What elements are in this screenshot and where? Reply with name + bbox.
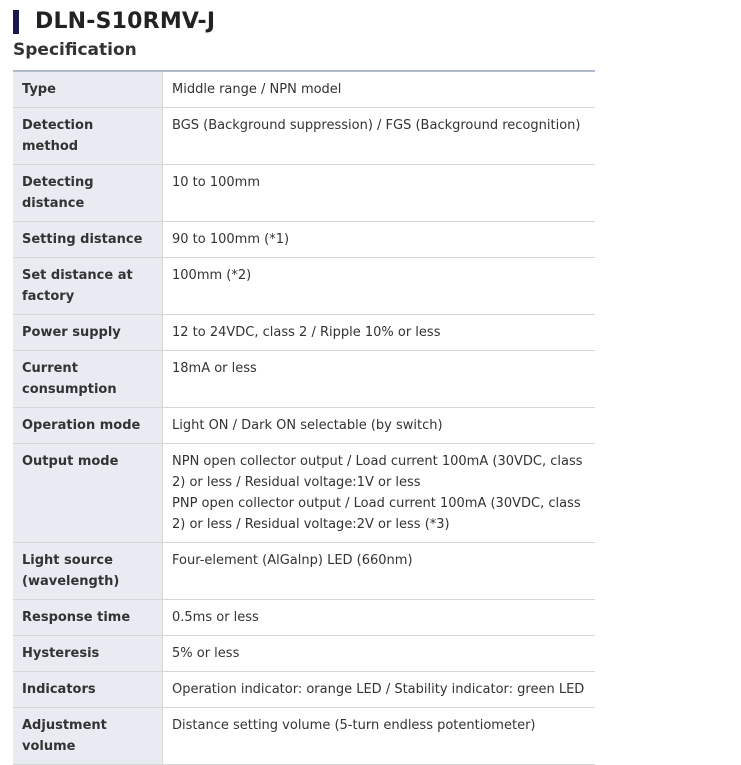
spec-label: Response time (13, 600, 163, 636)
spec-table (13, 70, 595, 765)
spec-value (163, 108, 596, 165)
spec-label: Current consumption (13, 351, 163, 408)
spec-value-line: NPN open collector output / Load current 100mA (30VDC, class 2) or less / Residual voltage:1V or less (172, 454, 583, 490)
spec-row (13, 543, 595, 600)
spec-value (163, 543, 596, 600)
spec-value-line: 12 to 24VDC, class 2 / Ripple 10% or less (172, 325, 441, 340)
spec-row (13, 222, 595, 258)
spec-value-line: Operation indicator: orange LED / Stability indicator: green LED (172, 682, 585, 697)
spec-value-line: Distance setting volume (5-turn endless potentiometer) (172, 718, 536, 733)
spec-value (163, 708, 596, 765)
product-title-bar (13, 9, 215, 34)
spec-label: Indicators (13, 672, 163, 708)
spec-row (13, 258, 595, 315)
spec-value (163, 672, 596, 708)
spec-table-body (13, 71, 595, 765)
spec-label: Operation mode (13, 408, 163, 444)
spec-value-line: 18mA or less (172, 361, 257, 376)
spec-value (163, 444, 596, 543)
spec-label: Power supply (13, 315, 163, 351)
spec-value (163, 222, 596, 258)
spec-value (163, 258, 596, 315)
spec-value (163, 600, 596, 636)
spec-row (13, 108, 595, 165)
spec-value-line: BGS (Background suppression) / FGS (Background recognition) (172, 118, 581, 133)
spec-value (163, 165, 596, 222)
spec-value-line: 100mm (*2) (172, 268, 252, 283)
spec-row (13, 351, 595, 408)
spec-label: Hysteresis (13, 636, 163, 672)
product-title: DLN-S10RMV-J (35, 9, 216, 34)
spec-label: Output mode (13, 444, 163, 543)
spec-row (13, 71, 595, 108)
spec-value-line: PNP open collector output / Load current 100mA (30VDC, class 2) or less / Residual voltage:2V or less (*3) (172, 496, 581, 532)
spec-label: Setting distance (13, 222, 163, 258)
spec-value (163, 71, 596, 108)
spec-row (13, 165, 595, 222)
spec-value-line: 90 to 100mm (*1) (172, 232, 290, 247)
spec-row (13, 408, 595, 444)
spec-value-line: 0.5ms or less (172, 610, 259, 625)
spec-value (163, 636, 596, 672)
spec-label: Detection method (13, 108, 163, 165)
spec-value-line: 5% or less (172, 646, 240, 661)
spec-label: Detecting distance (13, 165, 163, 222)
spec-row (13, 636, 595, 672)
spec-value (163, 408, 596, 444)
section-heading: Specification (13, 40, 137, 60)
title-accent-bar (13, 10, 19, 34)
spec-label: Light source (wavelength) (13, 543, 163, 600)
spec-label: Adjustment volume (13, 708, 163, 765)
spec-value-line: Four-element (AlGalnp) LED (660nm) (172, 553, 413, 568)
spec-row (13, 708, 595, 765)
spec-label: Set distance at factory (13, 258, 163, 315)
spec-row (13, 672, 595, 708)
spec-row (13, 315, 595, 351)
spec-value-line: Middle range / NPN model (172, 82, 342, 97)
spec-value-line: Light ON / Dark ON selectable (by switch) (172, 418, 443, 433)
spec-label: Type (13, 71, 163, 108)
spec-row (13, 444, 595, 543)
spec-value (163, 351, 596, 408)
spec-row (13, 600, 595, 636)
spec-value-line: 10 to 100mm (172, 175, 260, 190)
spec-value (163, 315, 596, 351)
